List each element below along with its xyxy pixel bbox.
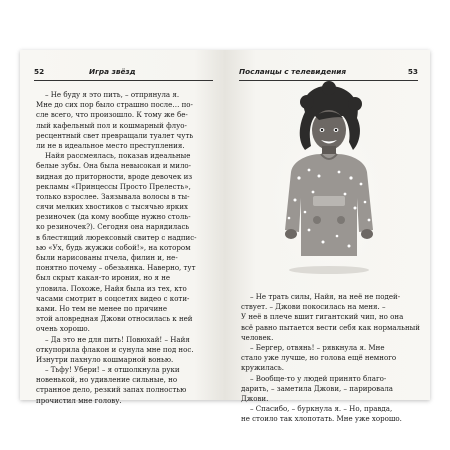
text-line: сле всего, что произошло. К тому же бе- (36, 110, 188, 120)
text-line: – Да это не для пить! Повюхай! – Найя (45, 334, 190, 344)
text-line: резиночек (да кому вообще нужно столь- (36, 212, 191, 222)
text-line: – Бергер, отвянь! – рявкнула я. Мне (250, 342, 385, 352)
text-line: – Не буду я это пить, – отпрянула я. (45, 90, 180, 99)
text-line: ко резиночек?). Сегодня она нарядилась (36, 222, 190, 232)
text-line: новенькой, но удивление сильные, но (36, 375, 178, 385)
page-number: 53 (407, 67, 418, 76)
text-line: ресцентный свет превращали туалет чуть (36, 130, 194, 140)
text-line: лый кафельный пол и кошмарный флуо- (36, 120, 187, 130)
body-text (36, 90, 214, 406)
text-line: кружилась. (241, 363, 284, 373)
text-line: Найя рассмеялась, показав идеальные (45, 151, 191, 161)
text-line: часами смотрит в соцсетях видео с коти- (36, 293, 190, 303)
text-line: – Вообще-то у людей принято благо- (250, 373, 387, 383)
left-page-header (34, 67, 213, 81)
text-line: человек. (241, 332, 274, 342)
text-line: в блестящий люрексовый свитер с надпис- (36, 232, 197, 242)
running-title: Посланцы с телевидения (239, 67, 347, 76)
text-line: белые зубы. Она была невысокая и мило- (36, 161, 192, 171)
girl-illustration (269, 80, 389, 276)
text-line: этой аловредная Джови относилась к ней (36, 314, 193, 324)
text-line: ли не в идеальное место преступления. (36, 140, 185, 150)
text-line: уловила. Похоже, Найя была из тех, кто (36, 283, 187, 293)
text-line: странное дело, резкий запах полностью (36, 385, 187, 395)
text-line: – Спасибо, – буркнула я. – Но, правда, (250, 404, 393, 414)
text-line: сячи мелких хвостиков с тысячью ярких (36, 202, 189, 212)
right-page (225, 50, 430, 424)
text-line: не стоило так хлопотать. Мне уже хорошо. (241, 414, 402, 424)
text-line: были нарисованы пчела, филин и, не- (36, 253, 178, 262)
text-line: ками. Но тем не менее по причине (36, 303, 168, 313)
text-line: понятно почему – обезьянка. Наверно, тут (36, 263, 196, 273)
text-line: рекламы «Принцессы Просто Прелесть», (36, 181, 191, 191)
text-line: ью «Ух, будь жужжи собой!», на котором (36, 242, 191, 252)
text-line: Джови. (241, 393, 269, 403)
right-page-header (239, 67, 418, 81)
book-spread (20, 50, 430, 424)
text-line: Изнутри пахнуло кошмарной вонью. (36, 354, 174, 364)
text-line: очень хорошо. (36, 324, 90, 334)
text-line: дарить, – заметила Джови, – парировала (241, 383, 394, 393)
text-line: Мне до сих пор было страшно после… по- (36, 100, 193, 110)
left-page (20, 50, 225, 405)
text-line: всё равно пытается вести себя как нормальный (241, 322, 420, 332)
text-line: прочистил мне голову. (36, 395, 122, 405)
body-text (241, 292, 418, 424)
text-line: стало уже лучше, но голова ещё немного (241, 353, 397, 363)
text-line: У неё в плече вшит гигантский чип, но она (241, 312, 404, 322)
text-line: только взрослее. Заязывала волосы в ты- (36, 191, 190, 201)
text-line: ствует. – Джови покосилась на меня. – (241, 302, 386, 312)
text-line: – Не трать силы, Найя, на неё не подей- (250, 292, 401, 301)
text-line: откупорила флакон и сунула мне под нос. (36, 344, 194, 354)
text-line: видная до приторности, вроде девочек из (36, 171, 193, 181)
page-number: 52 (34, 67, 45, 76)
running-title: Игра звёзд (89, 67, 136, 76)
text-line: был скрыт какая-то ирония, но я не (36, 273, 171, 283)
text-line: – Тьфу! Убери! – я отшолкнула руки (45, 365, 180, 375)
